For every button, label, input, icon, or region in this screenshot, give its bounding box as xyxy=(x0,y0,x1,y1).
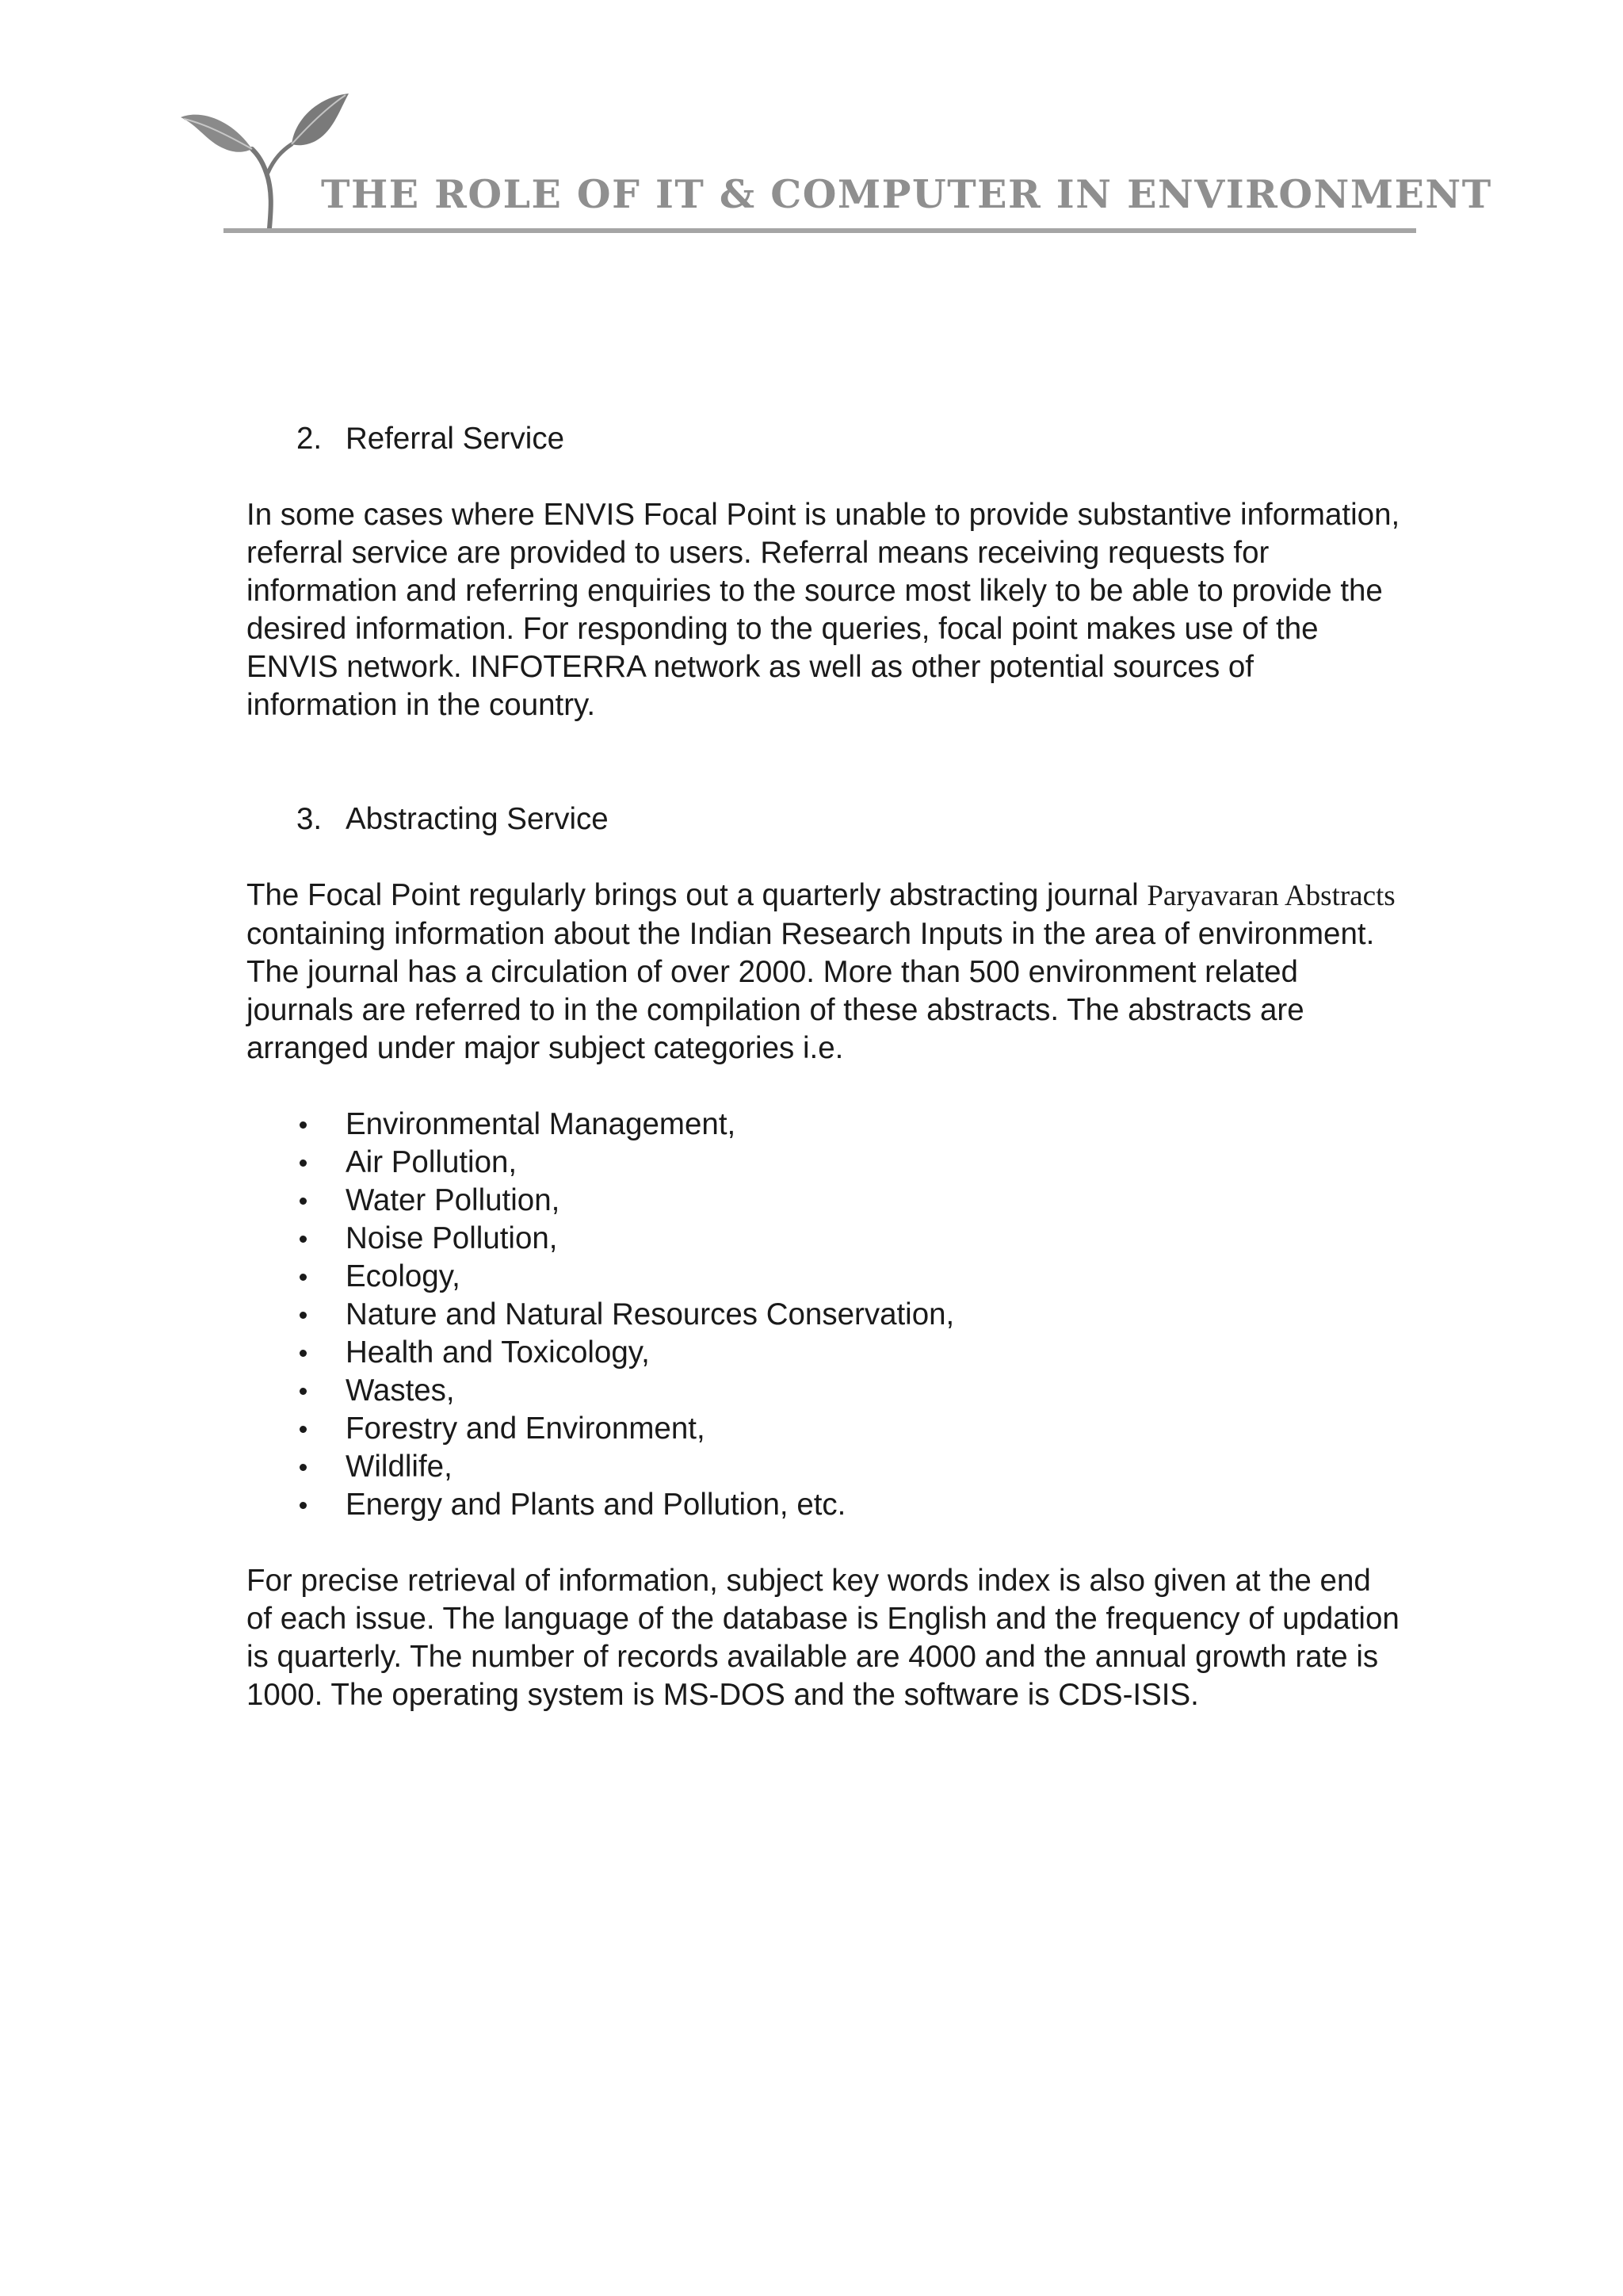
journal-name: Paryavaran Abstracts xyxy=(1147,880,1396,912)
paragraph-intro: The Focal Point regularly brings out a quarterly abstracting journal xyxy=(246,878,1148,912)
list-item: Forestry and Environment, xyxy=(246,1410,1403,1448)
list-item: Environmental Management, xyxy=(246,1106,1403,1144)
bullet-icon xyxy=(300,1312,307,1319)
bullet-icon xyxy=(300,1121,307,1129)
bullet-icon xyxy=(300,1198,307,1205)
bullet-icon xyxy=(300,1274,307,1281)
bullet-icon xyxy=(300,1388,307,1395)
bullet-icon xyxy=(300,1236,307,1243)
section-title: Referral Service xyxy=(346,422,565,456)
subject-categories-list xyxy=(246,1106,1403,1524)
referral-paragraph: In some cases where ENVIS Focal Point is unable to provide substantive information, referral service are provided to users. Referral means receiving requests for information and referring enquiries to the source most likely to be able to provide the desired information. For responding to the queries, focal point makes use of the ENVIS network. INFOTERRA network as well as other potential sources of information in the country. xyxy=(246,498,1400,722)
section-heading-abstracting xyxy=(246,800,1403,839)
list-item: Health and Toxicology, xyxy=(246,1334,1403,1372)
list-item: Water Pollution, xyxy=(246,1182,1403,1220)
bullet-icon xyxy=(300,1426,307,1433)
list-item: Ecology, xyxy=(246,1258,1403,1296)
abstracting-paragraph xyxy=(246,877,1403,1068)
header-title: THE ROLE OF IT & COMPUTER IN ENVIRONMENT xyxy=(321,171,1492,217)
list-item: Noise Pollution, xyxy=(246,1220,1403,1258)
bullet-icon xyxy=(300,1350,307,1357)
bullet-icon xyxy=(300,1502,307,1509)
section-title: Abstracting Service xyxy=(346,802,609,836)
page-header xyxy=(176,79,1492,238)
closing-paragraph: For precise retrieval of information, subject key words index is also given at the end of each issue. The language of the database is English and the frequency of updation is quarterly. The number of records available are 4000 and the annual growth rate is 1000. The operating system is MS-DOS and the software is CDS-ISIS. xyxy=(246,1564,1400,1712)
section-number: 2. xyxy=(296,422,323,456)
document-body xyxy=(246,420,1403,1714)
list-item: Wildlife, xyxy=(246,1448,1403,1486)
bullet-icon xyxy=(300,1159,307,1167)
bullet-icon xyxy=(300,1464,307,1471)
section-heading-referral xyxy=(246,420,1403,458)
list-item: Wastes, xyxy=(246,1372,1403,1410)
list-item: Nature and Natural Resources Conservation, xyxy=(246,1296,1403,1334)
header-rule xyxy=(223,228,1416,233)
paragraph-rest: containing information about the Indian Research Inputs in the area of environment. The journal has a circulation of over 2000. More than 500 environment related journals are referred to in the compilation of these abstracts. The abstracts are arranged under major subject categories i.e. xyxy=(246,917,1375,1065)
section-number: 3. xyxy=(296,802,323,836)
list-item: Energy and Plants and Pollution, etc. xyxy=(246,1486,1403,1524)
list-item: Air Pollution, xyxy=(246,1144,1403,1182)
section-spacer xyxy=(246,724,1403,800)
